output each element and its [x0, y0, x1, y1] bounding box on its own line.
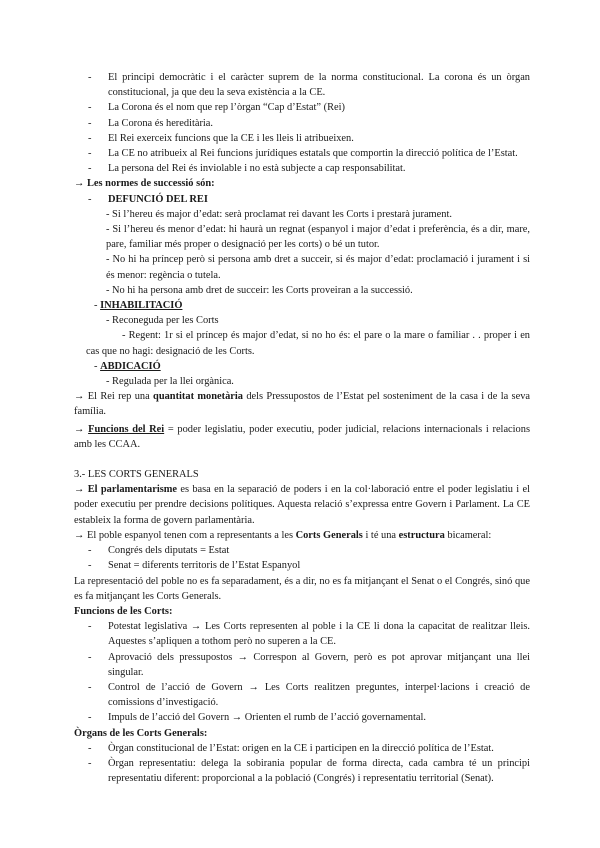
list-item: - Congrés dels diputats = Estat — [88, 545, 230, 557]
defuncio-heading: - DEFUNCIÓ DEL REI — [88, 193, 208, 205]
defuncio-item: - No hi ha persona amb dret de succeir: les Corts proveiran a la successió. — [106, 284, 413, 296]
list-item: - Senat = diferents territoris de l’Estat Espanyol — [88, 560, 301, 572]
list-item: - El principi democràtic i el caràcter suprem de la norma constitucional. La corona és un òrgan constitucional, ja que deu la seva existència a la CE. — [88, 72, 530, 99]
rei-money-paragraph: → El Rei rep una quantitat monetària dels Pressupostos de l’Estat pel sosteniment de la casa i de la seva família. — [74, 391, 530, 418]
defuncio-item: - Si l’hereu és menor d’edat: hi haurà un regnat (espanyol i major d’edat i preferència, és a dir, mare, pare, familiar més proper o designació per les corts) o bé un tutor. — [106, 224, 530, 251]
crown-bullet-list — [74, 70, 530, 176]
inhabilitacio-heading: - INHABILITACIÓ — [94, 300, 183, 312]
list-item: - Control de l’acció de Govern → Les Corts realitzen preguntes, interpel·lacions i creació de comissions d’investigació. — [88, 681, 530, 709]
succession-heading: → Les normes de successió són: — [74, 178, 215, 190]
list-item: - La Corona és hereditària. — [88, 117, 214, 129]
abdicacio-heading: - ABDICACIÓ — [94, 360, 161, 372]
list-item: - Aprovació dels pressupostos → Correspon al Govern, però es pot aprovar mitjançant una llei singular. — [88, 651, 530, 678]
list-item: - El Rei exerceix funcions que la CE i les lleis li atribueixen. — [88, 132, 354, 144]
list-item: - La Corona és el nom que rep l’òrgan “Cap d’Estat” (Rei) — [88, 102, 345, 114]
list-item: - La persona del Rei és inviolable i no està subjecte a cap responsabilitat. — [88, 163, 406, 175]
parlamentarisme-paragraph: → El parlamentarisme es basa en la separació de poders i en la col·laboració entre el poder legislatiu i el poder executiu per prendre decisions polítiques. Aquesta relació s’expressa entre Govern i Parlament. La CE estableix la forma de govern parlamentària. — [74, 484, 530, 526]
defuncio-item: - No hi ha príncep però si persona amb dret a succeir, si és major d’edat: proclamació i jurament i si és menor: regència o tutela. — [106, 254, 530, 281]
inhabilitacio-item: - Reconeguda per les Corts — [106, 315, 219, 327]
functions-heading: Funcions de les Corts: — [74, 605, 173, 617]
list-item: - Potestat legislativa → Les Corts representen al poble i la CE li dona la capacitat de realitzar lleis. Aquestes s’apliquen a tothom però no superen a la CE. — [88, 621, 530, 648]
list-item: - Òrgan constitucional de l’Estat: origen en la CE i participen en la direcció política de l’Estat. — [88, 742, 494, 754]
rei-functions-paragraph: → Funcions del Rei = poder legislatiu, poder executiu, poder judicial, relacions internacionals i relacions amb les CCAA. — [74, 423, 530, 450]
list-item: - Impuls de l’acció del Govern → Orienten el rumb de l’acció governamental. — [88, 712, 426, 724]
document-page — [74, 70, 530, 786]
representants-paragraph: → El poble espanyol tenen com a representants a les Corts Generals i té una estructura bicameral: — [74, 529, 492, 541]
representation-paragraph: La representació del poble no es fa separadament, és a dir, no es fa mitjançant el Senat o el Congrés, sinó que es fa mitjançant les Corts Generals. — [74, 575, 530, 602]
section-title: 3.- LES CORTS GENERALS — [74, 469, 199, 481]
list-item: - La CE no atribueix al Rei funcions jurídiques estatals que comportin la direcció política de l’Estat. — [88, 148, 518, 160]
list-item: - Òrgan representatiu: delega la sobirania popular de forma directa, cada cambra té un principi representatiu diferent: proporcional a la població (Congrés) i representatiu territorial (Senat). — [88, 757, 530, 785]
defuncio-item: - Si l’hereu és major d’edat: serà proclamat rei davant les Corts i prestarà jurament. — [106, 208, 452, 220]
organs-heading: Òrgans de les Corts Generals: — [74, 727, 208, 739]
inhabilitacio-item: - Regent: 1r si el príncep és major d’edat, si no ho és: el pare o la mare o familiar . . proper i en cas que no hagi: designació de les Corts. — [86, 330, 530, 357]
abdicacio-item: - Regulada per la llei orgànica. — [106, 376, 234, 388]
arrow-icon: → — [74, 178, 85, 190]
